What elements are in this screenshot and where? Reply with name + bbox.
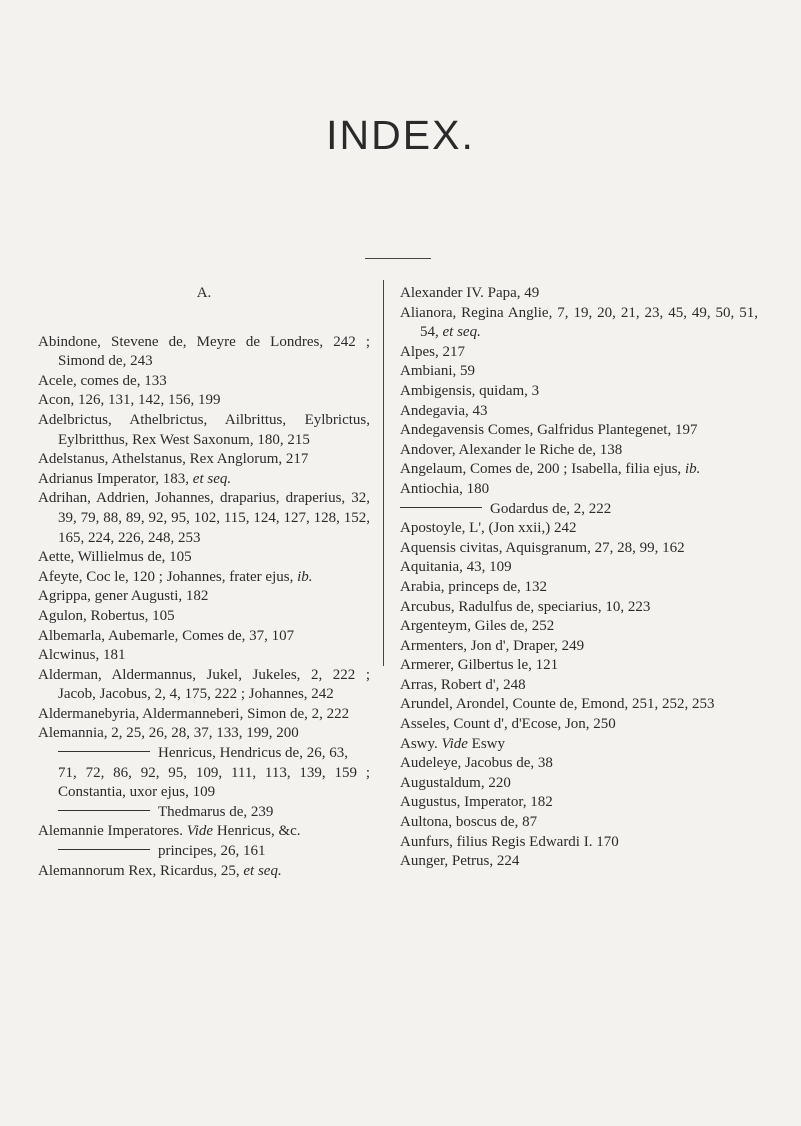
index-entry: Albemarla, Aubemarle, Comes de, 37, 107: [38, 627, 295, 644]
entry-text: Angelaum, Comes de, 200 ; Isabella, filia ejus,: [400, 461, 682, 478]
index-entry: Alderman, Aldermannus, Jukel, Jukeles, 2, 222 ; Jacob, Jacobus, 2, 4, 175, 222 ; Johannes, 242: [38, 666, 370, 703]
entry-text: Eswy: [471, 735, 505, 752]
index-entry: Aldermanebyria, Aldermanneberi, Simon de, 2, 222: [38, 705, 350, 722]
index-entry: Aette, Willielmus de, 105: [38, 549, 192, 566]
sub-entry: [400, 500, 758, 520]
index-entry: Asseles, Count d', d'Ecose, Jon, 250: [400, 716, 616, 733]
index-entry: Alexander IV. Papa, 49: [400, 285, 540, 301]
dash-rule: [58, 751, 150, 752]
index-entry: Andegavensis Comes, Galfridus Plantegenet, 197: [400, 422, 698, 439]
vide-italic: Vide: [441, 735, 468, 752]
entry-text: Alemannie Imperatores.: [38, 823, 183, 840]
ib-italic: ib.: [297, 568, 313, 585]
index-entry: Argenteym, Giles de, 252: [400, 618, 555, 635]
right-column: [400, 284, 758, 872]
index-entry: Alpes, 217: [400, 343, 465, 360]
vide-italic: Vide: [186, 823, 214, 840]
index-entry: Apostoyle, L', (Jon xxii,) 242: [400, 520, 577, 537]
entry-text: Henricus, &c.: [216, 823, 301, 840]
index-entry: [400, 460, 758, 480]
entry-text: Henricus, Hendricus de, 26, 63,: [158, 745, 348, 762]
index-entry: Aultona, boscus de, 87: [400, 814, 538, 831]
index-entry: Arundel, Arondel, Counte de, Emond, 251, 252, 253: [400, 696, 715, 713]
left-column: [38, 284, 370, 881]
entry-text: Alianora, Regina Anglie, 7, 19, 20, 21, 23, 45, 49, 50, 51, 54,: [400, 304, 758, 341]
index-entry: Aquitania, 43, 109: [400, 559, 512, 576]
index-entry: Adelbrictus, Athelbrictus, Ailbrittus, Eylbrictus, Eylbritthus, Rex West Saxonum, 180, 215: [38, 411, 370, 448]
dash-rule: [58, 810, 150, 811]
index-entry: Andegavia, 43: [400, 402, 488, 419]
index-entry: Acon, 126, 131, 142, 156, 199: [38, 392, 221, 409]
index-entry: Arcubus, Radulfus de, speciarius, 10, 223: [400, 598, 651, 615]
sub-entry: [38, 803, 370, 823]
index-entry: Aunger, Petrus, 224: [400, 853, 520, 870]
title-divider: [365, 258, 431, 259]
index-entry: Abindone, Stevene de, Meyre de Londres, 242 ; Simond de, 243: [38, 333, 370, 370]
dash-rule: [58, 849, 150, 850]
index-entry: Augustaldum, 220: [400, 774, 511, 791]
index-entry: Ambiani, 59: [400, 363, 475, 380]
entry-text: Godardus de, 2, 222: [490, 500, 612, 517]
index-entry: [38, 470, 370, 490]
entry-text: Alemannorum Rex, Ricardus, 25,: [38, 862, 240, 879]
index-entry: Adrihan, Addrien, Johannes, draparius, draperius, 32, 39, 79, 88, 89, 92, 95, 102, 115, 124, 127, 128, 152, 165, 224, 226, 248, 253: [38, 490, 370, 546]
et-seq-italic: et seq.: [442, 324, 481, 341]
entry-text: Aswy.: [400, 735, 438, 752]
index-entry: Alcwinus, 181: [38, 647, 126, 664]
index-entry: Andover, Alexander le Riche de, 138: [400, 441, 623, 458]
index-entry: Ambigensis, quidam, 3: [400, 382, 540, 399]
index-entry: Arras, Robert d', 248: [400, 676, 526, 693]
page-title: INDEX.: [326, 112, 475, 158]
index-entry: Adelstanus, Athelstanus, Rex Anglorum, 217: [38, 451, 309, 468]
index-entry: Armerer, Gilbertus le, 121: [400, 657, 559, 674]
entry-text: Adrianus Imperator, 183,: [38, 470, 190, 487]
dash-rule: [400, 507, 482, 508]
index-entry: [400, 304, 758, 343]
index-entry: Acele, comes de, 133: [38, 372, 167, 389]
sub-entry: [38, 842, 370, 862]
index-entry: Arabia, princeps de, 132: [400, 578, 548, 595]
index-entry: [38, 862, 370, 882]
index-entry: Armenters, Jon d', Draper, 249: [400, 637, 585, 654]
index-entry: Aquensis civitas, Aquisgranum, 27, 28, 99, 162: [400, 539, 685, 556]
et-seq-italic: et seq.: [243, 862, 282, 879]
section-letter: A.: [196, 285, 212, 301]
et-seq-italic: et seq.: [192, 470, 232, 487]
entry-text: principes, 26, 161: [158, 843, 266, 860]
index-entry: [38, 568, 370, 588]
column-divider: [383, 280, 384, 666]
entry-text: Thedmarus de, 239: [158, 803, 274, 820]
index-entry: Augustus, Imperator, 182: [400, 794, 553, 811]
index-entry: Aunfurs, filius Regis Edwardi I. 170: [400, 833, 619, 850]
index-entry: Agrippa, gener Augusti, 182: [38, 588, 209, 605]
index-entry: Alemannia, 2, 25, 26, 28, 37, 133, 199, 200: [38, 725, 299, 742]
index-entry: Agulon, Robertus, 105: [38, 607, 175, 624]
ib-italic: ib.: [684, 461, 701, 478]
sub-entry: [38, 744, 370, 764]
index-entry: [400, 735, 758, 755]
entry-text: Afeyte, Coc le, 120 ; Johannes, frater ejus,: [38, 568, 294, 585]
index-entry-continuation: 71, 72, 86, 92, 95, 109, 111, 113, 139, 159 ; Constantia, uxor ejus, 109: [58, 764, 370, 801]
index-entry: [38, 822, 370, 842]
index-entry: Audeleye, Jacobus de, 38: [400, 755, 553, 772]
index-entry: Antiochia, 180: [400, 480, 490, 497]
